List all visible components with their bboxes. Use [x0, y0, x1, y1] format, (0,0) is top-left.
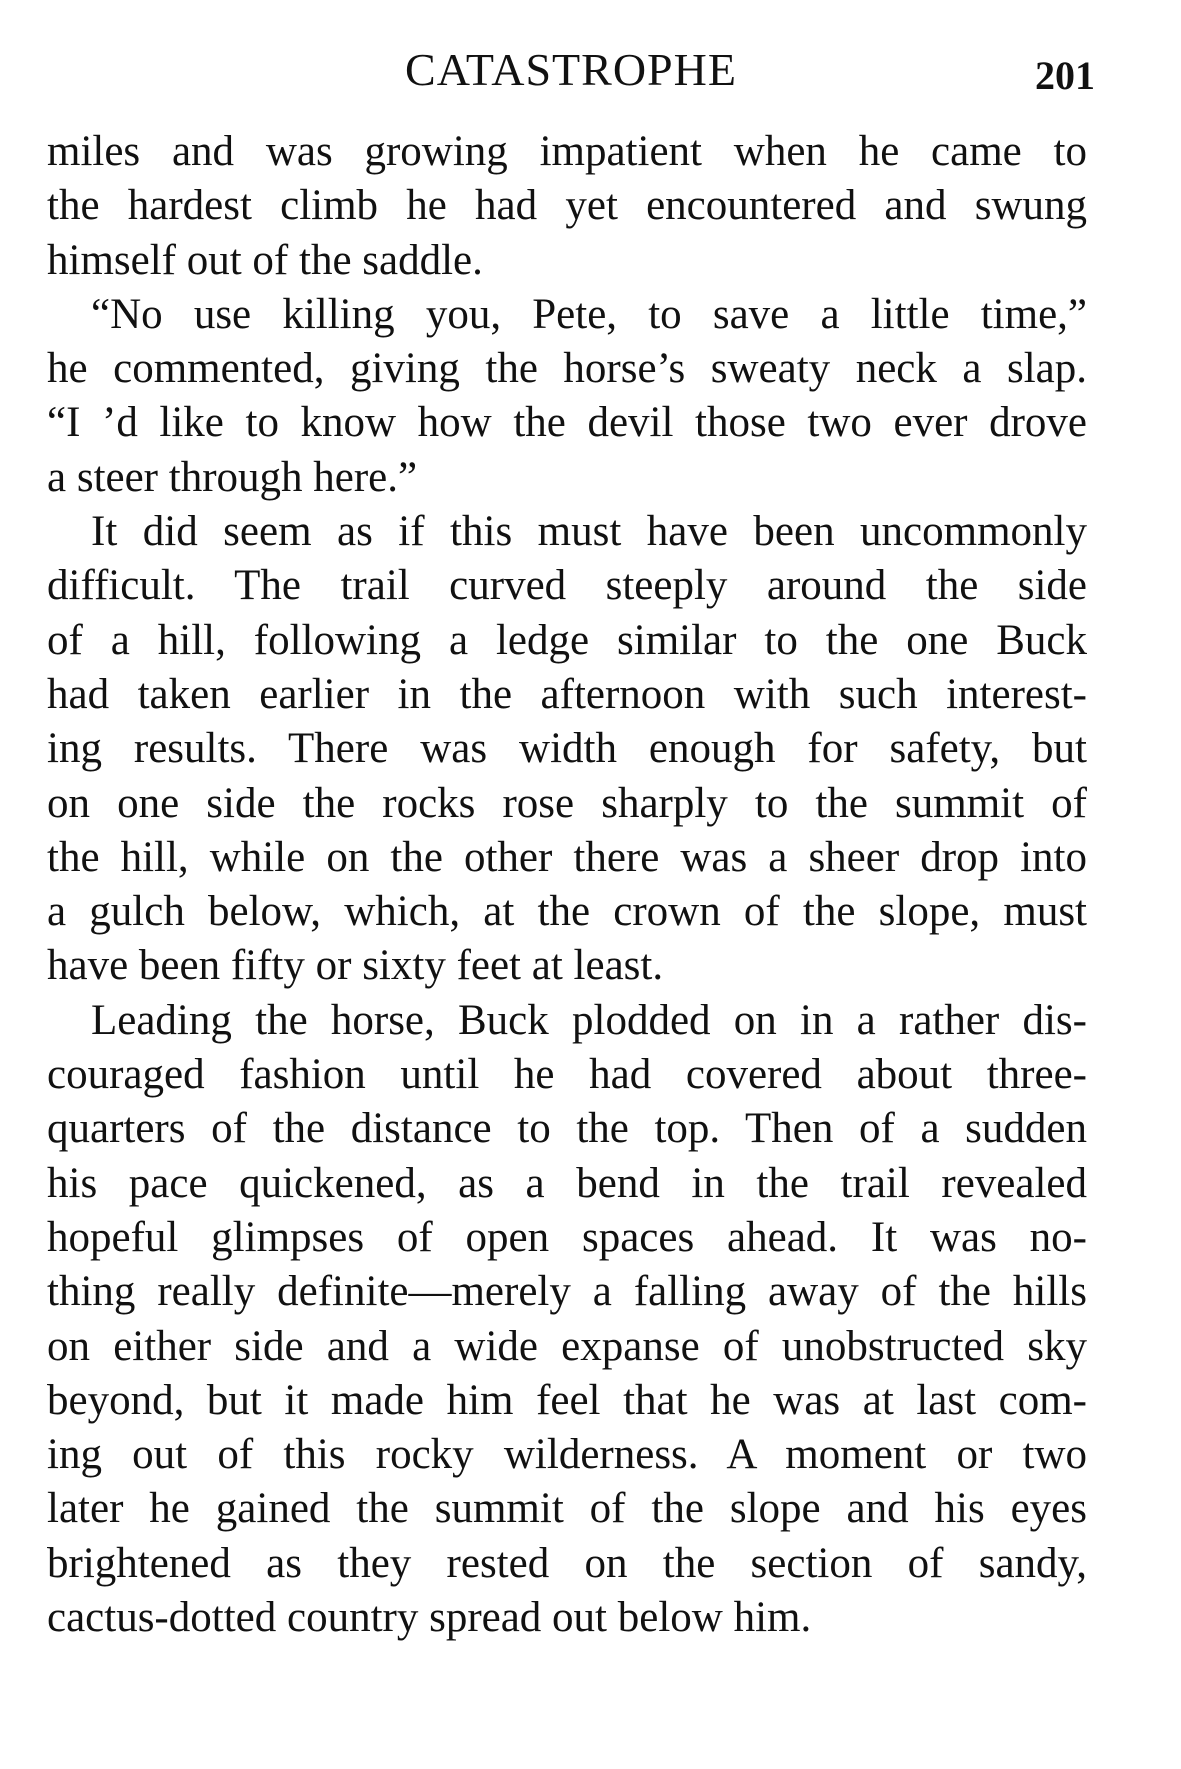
text-line: on one side the rocks rose sharply to the summit of	[47, 779, 1087, 827]
text-line: Leading the horse, Buck plodded on in a rather dis-	[91, 996, 1087, 1044]
text-line: a steer through here.”	[47, 453, 418, 501]
text-line: the hill, while on the other there was a sheer drop into	[47, 833, 1087, 881]
paragraph	[47, 125, 1087, 288]
text-line: of a hill, following a ledge similar to the one Buck	[47, 616, 1087, 664]
text-line: couraged fashion until he had covered about three-	[47, 1051, 1087, 1099]
text-line: difficult. The trail curved steeply around the side	[47, 562, 1087, 610]
text-line: hopeful glimpses of open spaces ahead. It was no-	[47, 1213, 1087, 1261]
text-line: ing out of this rocky wilderness. A moment or two	[47, 1431, 1087, 1479]
text-line: he commented, giving the horse’s sweaty neck a slap.	[47, 345, 1087, 393]
running-title: CATASTROPHE	[405, 44, 737, 95]
text-line: thing really definite—merely a falling away of the hills	[47, 1268, 1087, 1316]
body-text	[47, 125, 1087, 1645]
paragraph	[47, 994, 1087, 1646]
text-line: a gulch below, which, at the crown of the slope, must	[47, 888, 1087, 936]
text-line: ing results. There was width enough for safety, but	[47, 725, 1087, 773]
text-line: had taken earlier in the afternoon with such interest-	[47, 670, 1087, 718]
text-line: brightened as they rested on the section of sandy,	[47, 1539, 1087, 1587]
text-line: quarters of the distance to the top. Then of a sudden	[47, 1105, 1087, 1153]
text-line: have been fifty or sixty feet at least.	[47, 942, 664, 990]
running-head	[47, 40, 1095, 100]
text-line: cactus-dotted country spread out below him.	[47, 1594, 812, 1642]
text-line: beyond, but it made him feel that he was at last com-	[47, 1376, 1087, 1424]
text-line: “No use killing you, Pete, to save a little time,”	[91, 290, 1087, 338]
text-line: on either side and a wide expanse of unobstructed sky	[47, 1322, 1087, 1370]
text-line: the hardest climb he had yet encountered and swung	[47, 182, 1087, 230]
text-line: miles and was growing impatient when he came to	[47, 128, 1087, 175]
paragraph	[47, 288, 1087, 505]
text-line: “I ’d like to know how the devil those two ever drove	[47, 399, 1087, 447]
page-number: 201	[1035, 53, 1095, 98]
text-line: It did seem as if this must have been uncommonly	[91, 508, 1087, 556]
text-line: later he gained the summit of the slope and his eyes	[47, 1485, 1087, 1533]
text-line: himself out of the saddle.	[47, 236, 483, 284]
paragraph	[47, 505, 1087, 994]
text-line: his pace quickened, as a bend in the trail revealed	[47, 1159, 1087, 1207]
